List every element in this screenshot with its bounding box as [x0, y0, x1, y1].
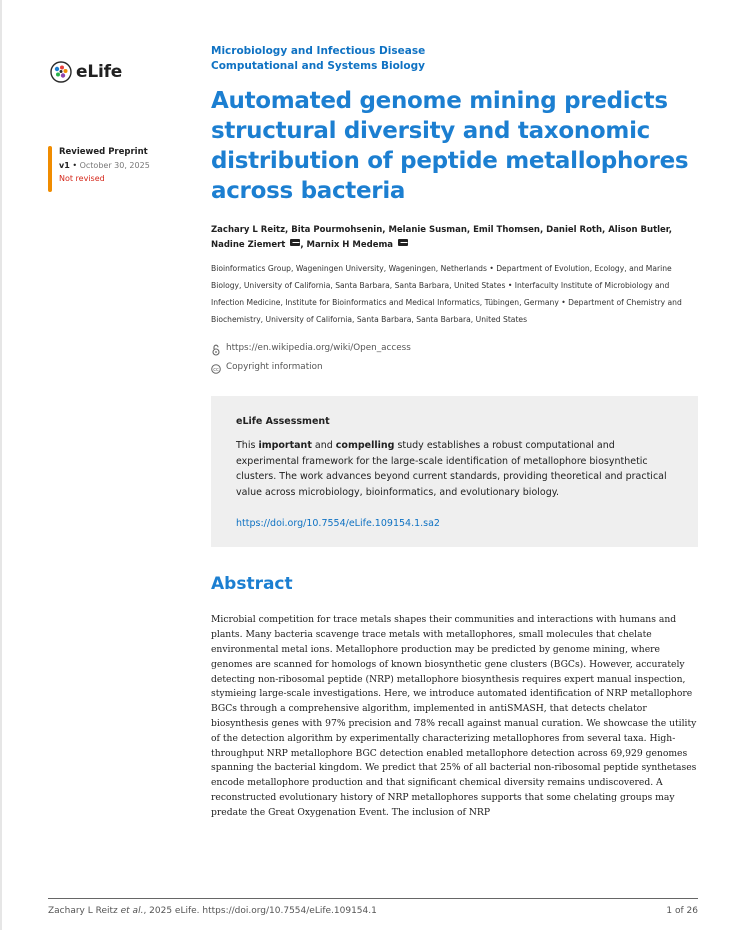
email-icon[interactable]	[290, 239, 300, 246]
subject-list	[211, 44, 698, 74]
assessment-term-strength: compelling	[335, 440, 395, 451]
subject-link[interactable]: Computational and Systems Biology	[211, 60, 425, 72]
assessment-term-importance: important	[258, 440, 312, 451]
footer-citation-text: , 2025 eLife. https://doi.org/10.7554/eLife.109154.1	[143, 906, 377, 916]
status-version-line	[59, 159, 150, 172]
elife-wordmark: eLife	[76, 62, 123, 82]
footer-etal: et al.	[120, 906, 144, 916]
status-accent-bar	[48, 146, 52, 192]
open-access-link[interactable]	[211, 339, 698, 358]
affiliations: Bioinformatics Group, Wageningen University, Wageningen, Netherlands • Department of Evolution, Ecology, and Marine Biology, University of California, Santa Barbara, Santa Barbara, United States • Interfaculty Institute of Microbiology and Infection Medicine, Institute for Bioinformatics and Medical Informatics, Tübingen, Germany • Department of Chemistry and Biochemistry, University of California, Santa Barbara, Santa Barbara, United States	[211, 264, 682, 324]
elife-logo[interactable]	[50, 60, 122, 84]
article-title: Automated genome mining predicts structural diversity and taxonomic distribution of peptide metallophores across bacteria	[211, 88, 689, 204]
elife-logo-icon	[50, 61, 72, 83]
assessment-title: eLife Assessment	[236, 416, 330, 427]
svg-text:cc: cc	[213, 366, 219, 373]
article-links	[211, 339, 698, 377]
email-icon[interactable]	[398, 239, 408, 246]
copyright-link[interactable]	[211, 358, 698, 377]
copyright-label[interactable]: Copyright information	[226, 362, 323, 372]
assessment-text	[236, 438, 673, 500]
revision-status: Not revised	[59, 174, 105, 183]
version-separator: •	[72, 161, 80, 170]
author-name[interactable]: Marnix H Medema	[306, 240, 394, 250]
assessment-text-part: and	[311, 440, 336, 451]
review-status	[48, 146, 150, 185]
assessment-text-part: This	[236, 440, 259, 451]
open-access-lock-icon	[211, 344, 221, 354]
version-badge: v1	[59, 161, 70, 170]
elife-assessment-box	[211, 396, 698, 547]
abstract-text: Microbial competition for trace metals shapes their communities and interactions with humans and plants. Many bacteria scavenge trace metals with metallophores, small molecules that chelate environmental metal ions. Metallophore production may be predicted by genome mining, where genomes are scanned for homologs of known biosynthetic gene clusters (BGCs). However, accurately detecting non-ribosomal peptide (NRP) metallophore biosynthesis requires expert manual inspection, stymieing large-scale investigations. Here, we introduce automated identification of NRP metallophore BGCs through a comprehensive algorithm, implemented in antiSMASH, that detects chelator biosynthesis genes with 97% precision and 78% recall against manual curation. We showcase the utility of the detection algorithm by experimentally characterizing metallophores from several taxa. High-throughput NRP metallophore BGC detection enabled metallophore detection across 69,929 genomes spanning the bacterial kingdom. We predict that 25% of all bacterial non-ribosomal peptide synthetases encode metallophore production and that significant chemical diversity remains undiscovered. A reconstructed evolutionary history of NRP metallophores supports that some chelating groups may predate the Great Oxygenation Event. The inclusion of NRP	[211, 614, 697, 818]
footer-divider	[48, 898, 698, 899]
open-access-url[interactable]: https://en.wikipedia.org/wiki/Open_access	[226, 343, 411, 353]
article-main	[211, 44, 698, 821]
author-name[interactable]: Nadine Ziemert	[211, 240, 286, 250]
subject-link[interactable]: Microbiology and Infectious Disease	[211, 45, 426, 57]
assessment-text-part: study establishes a robust computational and experimental framework for the large-scale identification of metallophore biosynthetic clusters. The work advances beyond current standards, providing theoretical and practical value across microbiology, bioinformatics, and evolutionary biology.	[236, 440, 667, 498]
author-list	[211, 223, 698, 253]
footer-author: Zachary L Reitz	[48, 906, 121, 916]
author-separator: ,	[300, 240, 307, 250]
page-number: 1 of 26	[666, 906, 698, 916]
authors-line: Zachary L Reitz, Bita Pourmohsenin, Melanie Susman, Emil Thomsen, Daniel Roth, Alison Butler,	[211, 225, 672, 235]
footer-citation	[48, 906, 377, 916]
assessment-doi-link[interactable]: https://doi.org/10.7554/eLife.109154.1.sa2	[236, 518, 440, 530]
copyright-icon	[211, 363, 221, 373]
publication-date: October 30, 2025	[79, 161, 150, 170]
status-label: Reviewed Preprint	[59, 147, 148, 157]
abstract-heading: Abstract	[211, 574, 293, 595]
page-left-border	[0, 0, 2, 930]
